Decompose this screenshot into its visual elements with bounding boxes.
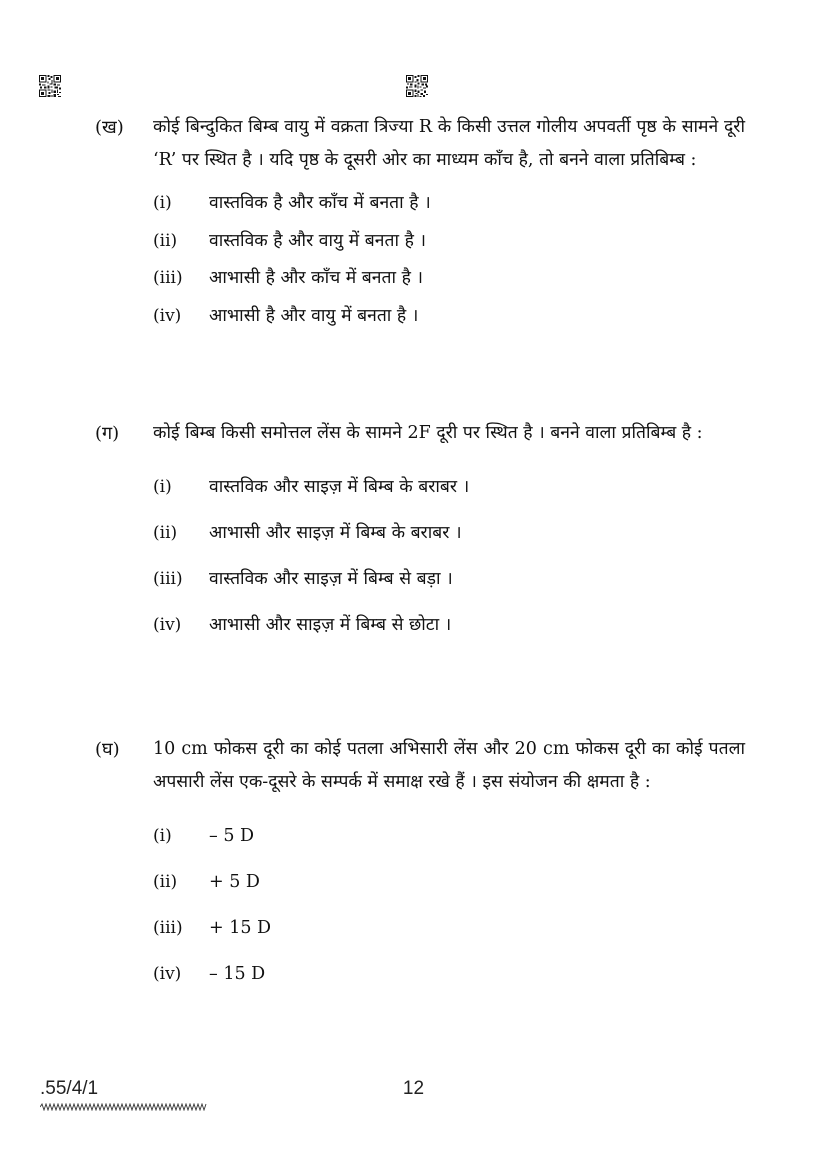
option-number: (iv) <box>153 615 182 635</box>
qr-code-icon <box>406 75 428 97</box>
option-text: वास्तविक है और वायु में बनता है । <box>209 230 427 251</box>
option-number: (iii) <box>153 569 183 589</box>
option-text: आभासी है और वायु में बनता है । <box>209 305 419 326</box>
option-item <box>153 185 745 223</box>
question-kha <box>95 111 745 335</box>
option-number: (iv) <box>153 305 182 326</box>
question-text: 10 cm फोकस दूरी का कोई पतला अभिसारी लेंस और 20 cm फोकस दूरी का कोई पतला अपसारी लेंस एक-दूसरे के सम्पर्क में समाक्ष रखे हैं । इस संयोजन की क्षमता है : <box>153 739 745 792</box>
paper-code: .55/4/1 <box>40 1078 99 1099</box>
option-item <box>153 556 745 602</box>
option-number: (iii) <box>153 268 183 288</box>
option-text: – 5 D <box>209 826 255 846</box>
options-list <box>153 813 745 997</box>
option-number: (i) <box>153 193 172 213</box>
option-item <box>153 859 745 905</box>
option-number: (ii) <box>153 230 178 251</box>
option-number: (i) <box>153 477 172 497</box>
question-label: (ख) <box>95 117 124 138</box>
option-text: वास्तविक है और काँच में बनता है । <box>209 193 431 213</box>
option-item <box>153 951 745 997</box>
option-text: + 5 D <box>209 872 260 892</box>
options-list <box>153 464 745 648</box>
option-item <box>153 813 745 859</box>
option-number: (ii) <box>153 523 178 543</box>
question-text: कोई बिन्दुकित बिम्ब वायु में वक्रता त्रिज्या R के किसी उत्तल गोलीय अपवर्ती पृष्ठ के सामने दूरी ‘R’ पर स्थित है । यदि पृष्ठ के दूसरी ओर का माध्यम काँच है, तो बनने वाला प्रतिबिम्ब : <box>153 117 745 170</box>
qr-code-icon <box>39 75 61 97</box>
option-item <box>153 223 745 261</box>
option-number: (iii) <box>153 918 183 938</box>
option-number: (ii) <box>153 872 178 892</box>
options-list <box>153 185 745 335</box>
option-item <box>153 905 745 951</box>
option-text: वास्तविक और साइज़ में बिम्ब के बराबर । <box>209 477 470 497</box>
option-item <box>153 464 745 510</box>
question-gha <box>95 733 745 997</box>
option-text: आभासी और साइज़ में बिम्ब से छोटा । <box>209 615 452 635</box>
question-text: कोई बिम्ब किसी समोत्तल लेंस के सामने 2F दूरी पर स्थित है । बनने वाला प्रतिबिम्ब है : <box>153 423 703 443</box>
zigzag-underline <box>40 1103 208 1111</box>
option-item <box>153 602 745 648</box>
option-text: + 15 D <box>209 918 272 938</box>
option-number: (iv) <box>153 964 182 984</box>
question-ga <box>95 417 745 648</box>
question-label: (ग) <box>95 423 120 444</box>
page-number: 12 <box>402 1078 425 1099</box>
option-item <box>153 510 745 556</box>
option-text: आभासी और साइज़ में बिम्ब के बराबर । <box>209 523 462 543</box>
question-label: (घ) <box>95 739 120 760</box>
option-item <box>153 298 745 336</box>
option-text: आभासी है और काँच में बनता है । <box>209 268 424 288</box>
option-text: – 15 D <box>209 964 266 984</box>
option-item <box>153 260 745 298</box>
option-number: (i) <box>153 826 172 846</box>
option-text: वास्तविक और साइज़ में बिम्ब से बड़ा । <box>209 569 453 589</box>
